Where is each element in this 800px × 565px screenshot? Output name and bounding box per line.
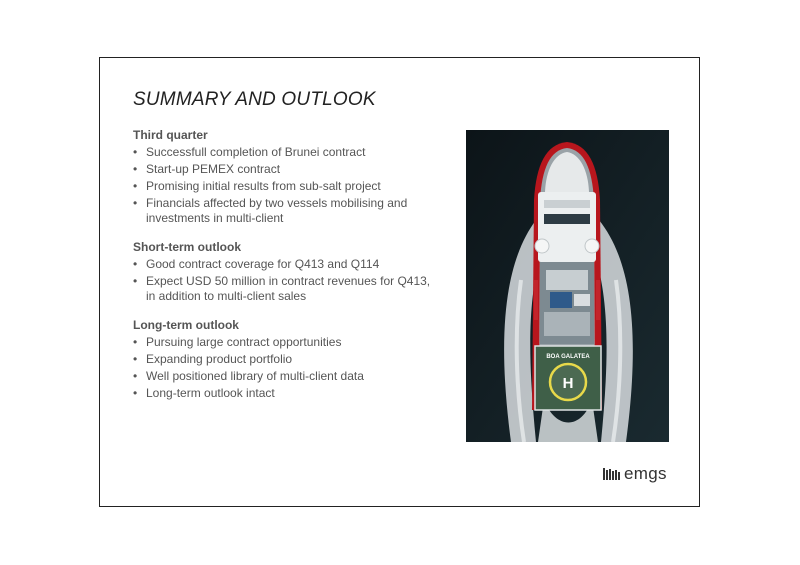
vessel-aerial-image (466, 130, 669, 442)
vessel-photo (466, 130, 669, 442)
bullet-item (133, 257, 433, 272)
bullet-text: Good contract coverage for Q413 and Q114 (146, 257, 380, 271)
emgs-logo (603, 464, 667, 484)
bullet-list (133, 257, 433, 304)
slide-title: SUMMARY AND OUTLOOK (133, 89, 376, 110)
bullet-item (133, 386, 433, 401)
bullet-text: Financials affected by two vessels mobilising and investments in multi-client (146, 196, 408, 225)
bullet-list (133, 335, 433, 401)
bullet-icon: • (133, 352, 138, 366)
bullet-text: Promising initial results from sub-salt project (146, 179, 381, 193)
bullet-icon: • (133, 369, 138, 383)
bullet-icon: • (133, 386, 138, 400)
bullet-item (133, 162, 433, 177)
bullet-text: Expect USD 50 million in contract revenues for Q413, in addition to multi-client sales (146, 274, 431, 303)
bullet-list (133, 145, 433, 226)
bullet-item (133, 179, 433, 194)
bullet-item (133, 352, 433, 367)
bullet-icon: • (133, 257, 138, 271)
section-heading: Third quarter (133, 128, 208, 142)
bullet-icon: • (133, 196, 138, 210)
section-heading: Short-term outlook (133, 240, 241, 254)
bullet-icon: • (133, 162, 138, 176)
bullet-icon: • (133, 274, 138, 288)
section-heading: Long-term outlook (133, 318, 239, 332)
bullet-text: Well positioned library of multi-client data (146, 369, 364, 383)
bullet-item (133, 196, 433, 226)
section-long-term-outlook (133, 318, 433, 401)
section-third-quarter (133, 128, 433, 226)
section-short-term-outlook (133, 240, 433, 304)
bullet-item (133, 274, 433, 304)
bullet-icon: • (133, 179, 138, 193)
emgs-logo-text: emgs (624, 464, 667, 483)
bullet-icon: • (133, 145, 138, 159)
slide-frame (99, 57, 700, 507)
bullet-item (133, 335, 433, 350)
bullet-text: Successfull completion of Brunei contract (146, 145, 366, 159)
bullet-item (133, 145, 433, 160)
bullet-icon: • (133, 335, 138, 349)
helipad-letter: H (562, 375, 574, 392)
bullet-text: Expanding product portfolio (146, 352, 293, 366)
emgs-logo-icon (603, 468, 621, 480)
bullet-item (133, 369, 433, 384)
bullet-text: Pursuing large contract opportunities (146, 335, 342, 349)
summary-content (133, 128, 433, 415)
bullet-text: Start-up PEMEX contract (146, 162, 281, 176)
bullet-text: Long-term outlook intact (146, 386, 275, 400)
vessel-name-label: BOA GALATEA (546, 354, 590, 360)
